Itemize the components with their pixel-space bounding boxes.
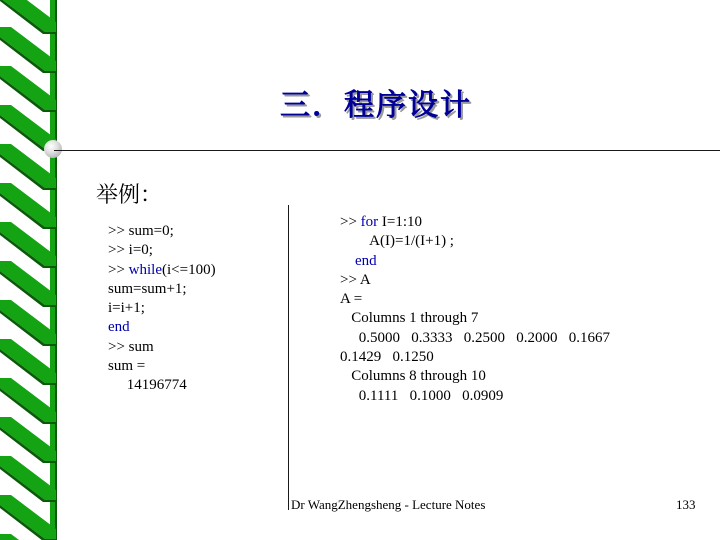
bullet-dot-icon bbox=[44, 140, 62, 158]
left-code-line: sum=sum+1; bbox=[108, 280, 187, 297]
right-code-line bbox=[340, 213, 610, 232]
left-code-line bbox=[108, 261, 216, 280]
left-code-line: >> sum=0; bbox=[108, 223, 174, 239]
column-divider bbox=[288, 205, 289, 510]
left-code-line: i=i+1; bbox=[108, 300, 145, 317]
right-code-line: A = bbox=[340, 291, 363, 308]
slide-title: 三．程序设计 bbox=[280, 88, 472, 123]
right-code-line: 0.5000 0.3333 0.2500 0.2000 0.1667 bbox=[340, 329, 610, 346]
left-code-text: (i<=100) bbox=[162, 261, 216, 278]
right-code-keyword: for bbox=[360, 214, 379, 230]
right-code-block bbox=[340, 213, 610, 406]
right-code-line: end bbox=[340, 252, 377, 269]
footer-author: Dr WangZhengsheng - Lecture Notes bbox=[291, 497, 486, 512]
left-code-prompt: >> bbox=[108, 261, 129, 278]
right-code-prompt: >> bbox=[340, 214, 361, 230]
right-code-line: 0.1429 0.1250 bbox=[340, 349, 434, 366]
left-code-line: >> i=0; bbox=[108, 242, 153, 259]
right-code-text: I=1:10 bbox=[378, 214, 423, 230]
left-code-block bbox=[108, 222, 216, 396]
decorative-spine bbox=[0, 0, 70, 540]
title-divider bbox=[54, 150, 720, 151]
right-code-line: A(I)=1/(I+1) ; bbox=[340, 233, 454, 250]
left-code-line: >> sum bbox=[108, 338, 154, 355]
left-code-keyword: while bbox=[128, 261, 162, 278]
right-code-line: Columns 1 through 7 bbox=[340, 310, 479, 327]
right-code-line: Columns 8 through 10 bbox=[340, 368, 486, 385]
left-code-line: sum = bbox=[108, 358, 146, 375]
right-code-line: 0.1111 0.1000 0.0909 bbox=[340, 387, 504, 404]
left-code-line: end bbox=[108, 319, 130, 336]
left-code-line: 14196774 bbox=[108, 377, 187, 394]
example-heading: 举例： bbox=[96, 183, 163, 208]
page-number: 133 bbox=[676, 497, 696, 512]
right-code-line: >> A bbox=[340, 271, 371, 288]
